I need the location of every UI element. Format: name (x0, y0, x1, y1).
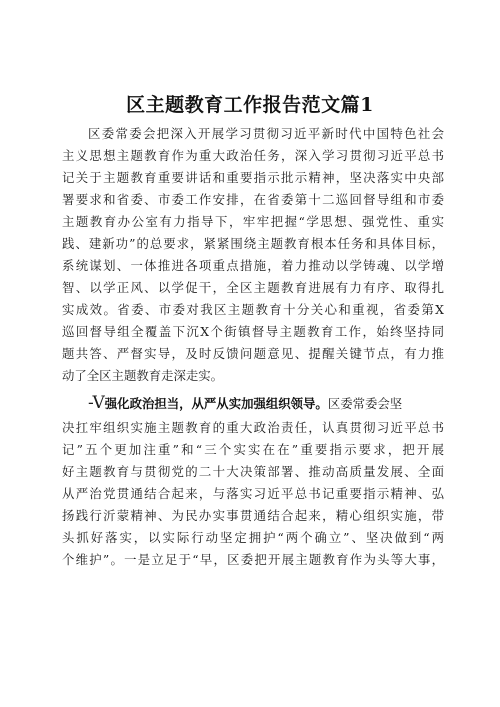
paragraph-line: 智、以学正风、以学促干，全区主题教育进展有力有序、取得扎 (62, 280, 444, 295)
section-heading-rest: 区委常委会坚 (327, 396, 403, 411)
paragraph-line: 践、建新功”的总要求，紧紧围绕主题教育根本任务和具体目标， (62, 236, 444, 251)
section-heading-line (88, 392, 444, 414)
document-title: 区主题教育工作报告范文篇1 (126, 94, 374, 116)
paragraph-line: 个维护”。一是立足于“早，区委把开展主题教育作为头等大事， (62, 552, 444, 567)
paragraph-line: 头抓好落实，以实际行动坚定拥护“两个确立”、坚决做到“两 (62, 530, 444, 545)
paragraph-line: 动了全区主题教育走深走实。 (62, 368, 224, 383)
paragraph-line: 好主题教育与贯彻党的二十大决策部署、推动高质量发展、全面 (62, 464, 444, 479)
paragraph-line: 巡回督导组全覆盖下沉X个街镇督导主题教育工作，始终坚持同 (62, 324, 444, 339)
paragraph-line: 区委常委会把深入开展学习贯彻习近平新时代中国特色社会 (88, 126, 444, 141)
paragraph-line: 署要求和省委、市委工作安排，在省委第十二巡回督导组和市委 (62, 192, 444, 207)
paragraph-line: 实成效。省委、市委对我区主题教育十分关心和重视，省委第X (62, 302, 444, 317)
section-marker: -V (88, 393, 105, 413)
paragraph-line: 扬践行沂蒙精神、为民办实事贯通结合起来，精心组织实施，带 (62, 508, 444, 523)
paragraph-line: 主题教育办公室有力指导下，牢牢把握“学思想、强党性、重实 (62, 214, 444, 229)
paragraph-line: 系统谋划、一体推进各项重点措施，着力推动以学铸魂、以学增 (62, 258, 444, 273)
paragraph-line: 记”五个更加注重”和“三个实实在在”重要指示要求，把开展 (62, 442, 444, 457)
paragraph-line: 记关于主题教育重要讲话和重要指示批示精神，坚决落实中央部 (62, 170, 444, 185)
paragraph-line: 题共答、严督实导，及时反馈问题意见、提醒关键节点，有力推 (62, 346, 444, 361)
section-heading: 强化政治担当，从严从实加强组织领导。 (104, 396, 328, 411)
paragraph-line: 从严治党贯通结合起来，与落实习近平总书记重要指示精神、弘 (62, 486, 444, 501)
paragraph-line: 主义思想主题教育作为重大政治任务，深入学习贯彻习近平总书 (62, 148, 444, 163)
paragraph-line: 决扛牢组织实施主题教育的重大政治责任，认真贯彻习近平总书 (62, 420, 444, 435)
